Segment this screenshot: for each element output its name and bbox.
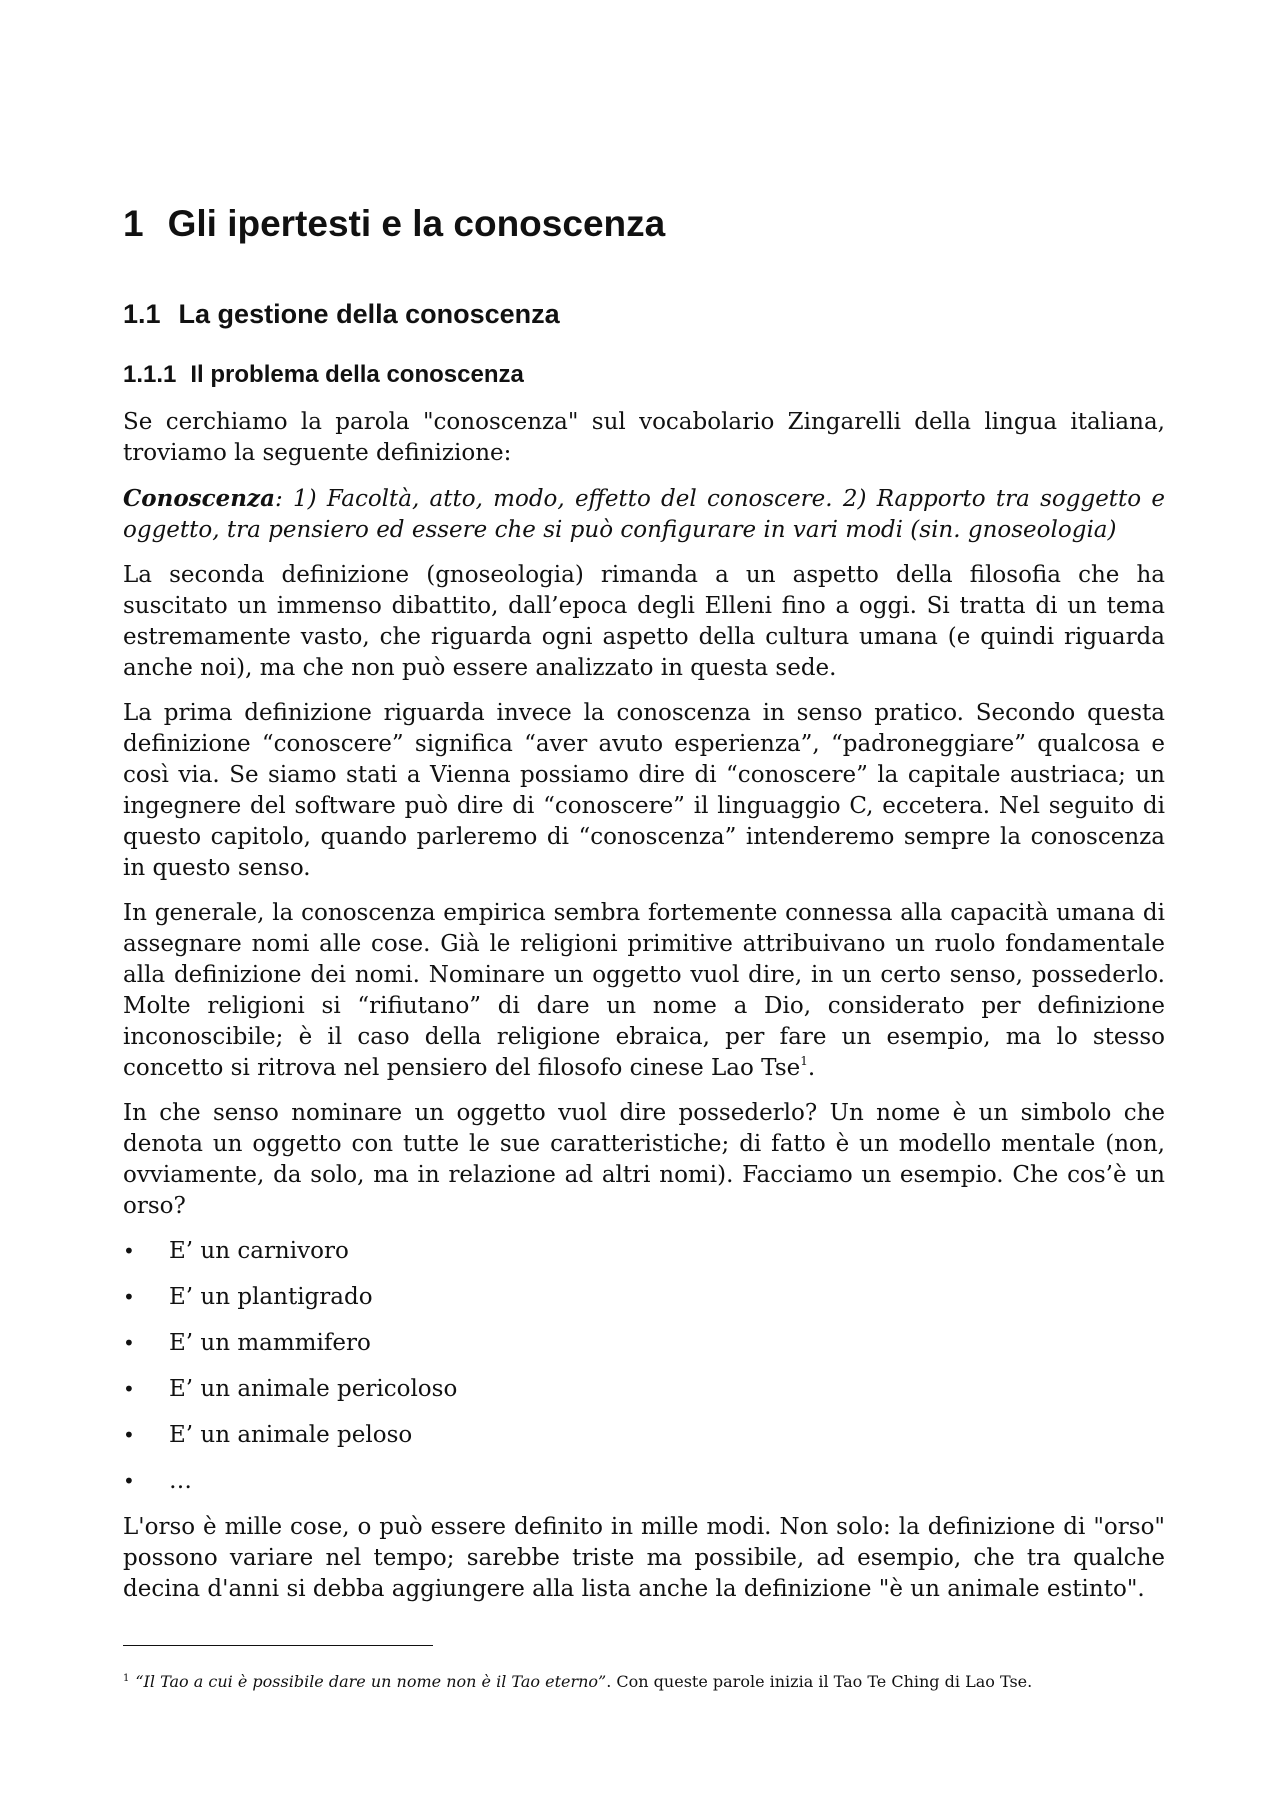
bullet-icon: • xyxy=(123,1377,135,1401)
subsection-number: 1.1.1 xyxy=(123,361,177,388)
document-page xyxy=(123,200,1165,1619)
paragraph-intro: Se cerchiamo la parola "conoscenza" sul vocabolario Zingarelli della lingua italiana, troviamo la seguente definizione: xyxy=(123,409,1165,466)
list-item xyxy=(123,1282,1165,1313)
paragraph-conoscenza-empirica xyxy=(123,898,1165,1084)
subsection-heading xyxy=(123,359,1165,391)
list-item-text: E’ un animale pericoloso xyxy=(169,1376,458,1402)
footnote-text: . Con queste parole inizia il Tao Te Ching di Lao Tse. xyxy=(606,1672,1033,1691)
bullet-icon: • xyxy=(123,1239,135,1263)
list-item xyxy=(123,1374,1165,1405)
paragraph-end-punctuation: . xyxy=(807,1055,816,1081)
chapter-heading xyxy=(123,200,1165,248)
list-item-text: E’ un plantigrado xyxy=(169,1284,373,1310)
section-title: La gestione della conoscenza xyxy=(178,299,560,329)
paragraph-senso-pratico: La prima definizione riguarda invece la conoscenza in senso pratico. Secondo questa definizione “conoscere” significa “aver avuto esperienza”, “padroneggiare” qualcosa e così via. Se siamo stati a Vienna possiamo dire di “conoscere” la capitale austriaca; un ingegnere del software può dire di “conoscere” il linguaggio C, eccetera. Nel seguito di questo capitolo, quando parleremo di “conoscenza” intenderemo sempre la conoscenza in questo senso. xyxy=(123,700,1165,881)
footnote-quote: “Il Tao a cui è possibile dare un nome non è il Tao eterno” xyxy=(135,1672,607,1691)
paragraph-nominare: In che senso nominare un oggetto vuol dire possederlo? Un nome è un simbolo che denota un oggetto con tutte le sue caratteristiche; di fatto è un modello mentale (non, ovviamente, da solo, ma in relazione ad altri nomi). Facciamo un esempio. Che cos’è un orso? xyxy=(123,1100,1165,1219)
chapter-number: 1 xyxy=(123,203,144,244)
bullet-icon: • xyxy=(123,1331,135,1355)
section-number: 1.1 xyxy=(123,299,161,329)
list-item xyxy=(123,1420,1165,1451)
paragraph-gnoseologia: La seconda definizione (gnoseologia) rimanda a un aspetto della filosofia che ha suscitato un immenso dibattito, dall’epoca degli Elleni fino a oggi. Si tratta di un tema estremamente vasto, che riguarda ogni aspetto della cultura umana (e quindi riguarda anche noi), ma che non può essere analizzato in questa sede. xyxy=(123,562,1165,681)
bullet-icon: • xyxy=(123,1423,135,1447)
definition-text: : 1) Facoltà, atto, modo, effetto del conoscere. 2) Rapporto tra soggetto e oggetto, tra pensiero ed essere che si può configurare in vari modi (sin. gnoseologia) xyxy=(123,486,1165,543)
bullet-icon: • xyxy=(123,1285,135,1309)
list-item-text: … xyxy=(169,1468,192,1494)
list-item xyxy=(123,1236,1165,1267)
bullet-icon: • xyxy=(123,1469,135,1493)
paragraph-orso: L'orso è mille cose, o può essere definito in mille modi. Non solo: la definizione di "orso" possono variare nel tempo; sarebbe triste ma possibile, ad esempio, che tra qualche decina d'anni si debba aggiungere alla lista anche la definizione "è un animale estinto". xyxy=(123,1514,1165,1602)
paragraph-conoscenza-empirica-text: In generale, la conoscenza empirica sembra fortemente connessa alla capacità umana di assegnare nomi alle cose. Già le religioni primitive attribuivano un ruolo fondamentale alla definizione dei nomi. Nominare un oggetto vuol dire, in un certo senso, possederlo. Molte religioni si “rifiutano” di dare un nome a Dio, considerato per definizione inconoscibile; è il caso della religione ebraica, per fare un esempio, ma lo stesso concetto si ritrova nel pensiero del filosofo cinese Lao Tse xyxy=(123,900,1165,1081)
definition-term: Conoscenza xyxy=(123,485,275,512)
footnote-number: 1 xyxy=(123,1673,130,1684)
definition-paragraph xyxy=(123,483,1165,546)
list-item-text: E’ un carnivoro xyxy=(169,1238,349,1264)
footnote-divider xyxy=(123,1645,433,1646)
section-heading xyxy=(123,296,1165,332)
bear-definition-list xyxy=(123,1236,1165,1497)
chapter-title: Gli ipertesti e la conoscenza xyxy=(167,203,666,244)
list-item xyxy=(123,1466,1165,1497)
list-item-text: E’ un mammifero xyxy=(169,1330,371,1356)
subsection-title: Il problema della conoscenza xyxy=(190,361,524,388)
list-item-text: E’ un animale peloso xyxy=(169,1422,413,1448)
footnote-reference[interactable]: 1 xyxy=(800,1054,808,1068)
list-item xyxy=(123,1328,1165,1359)
footnote xyxy=(123,1668,1165,1693)
